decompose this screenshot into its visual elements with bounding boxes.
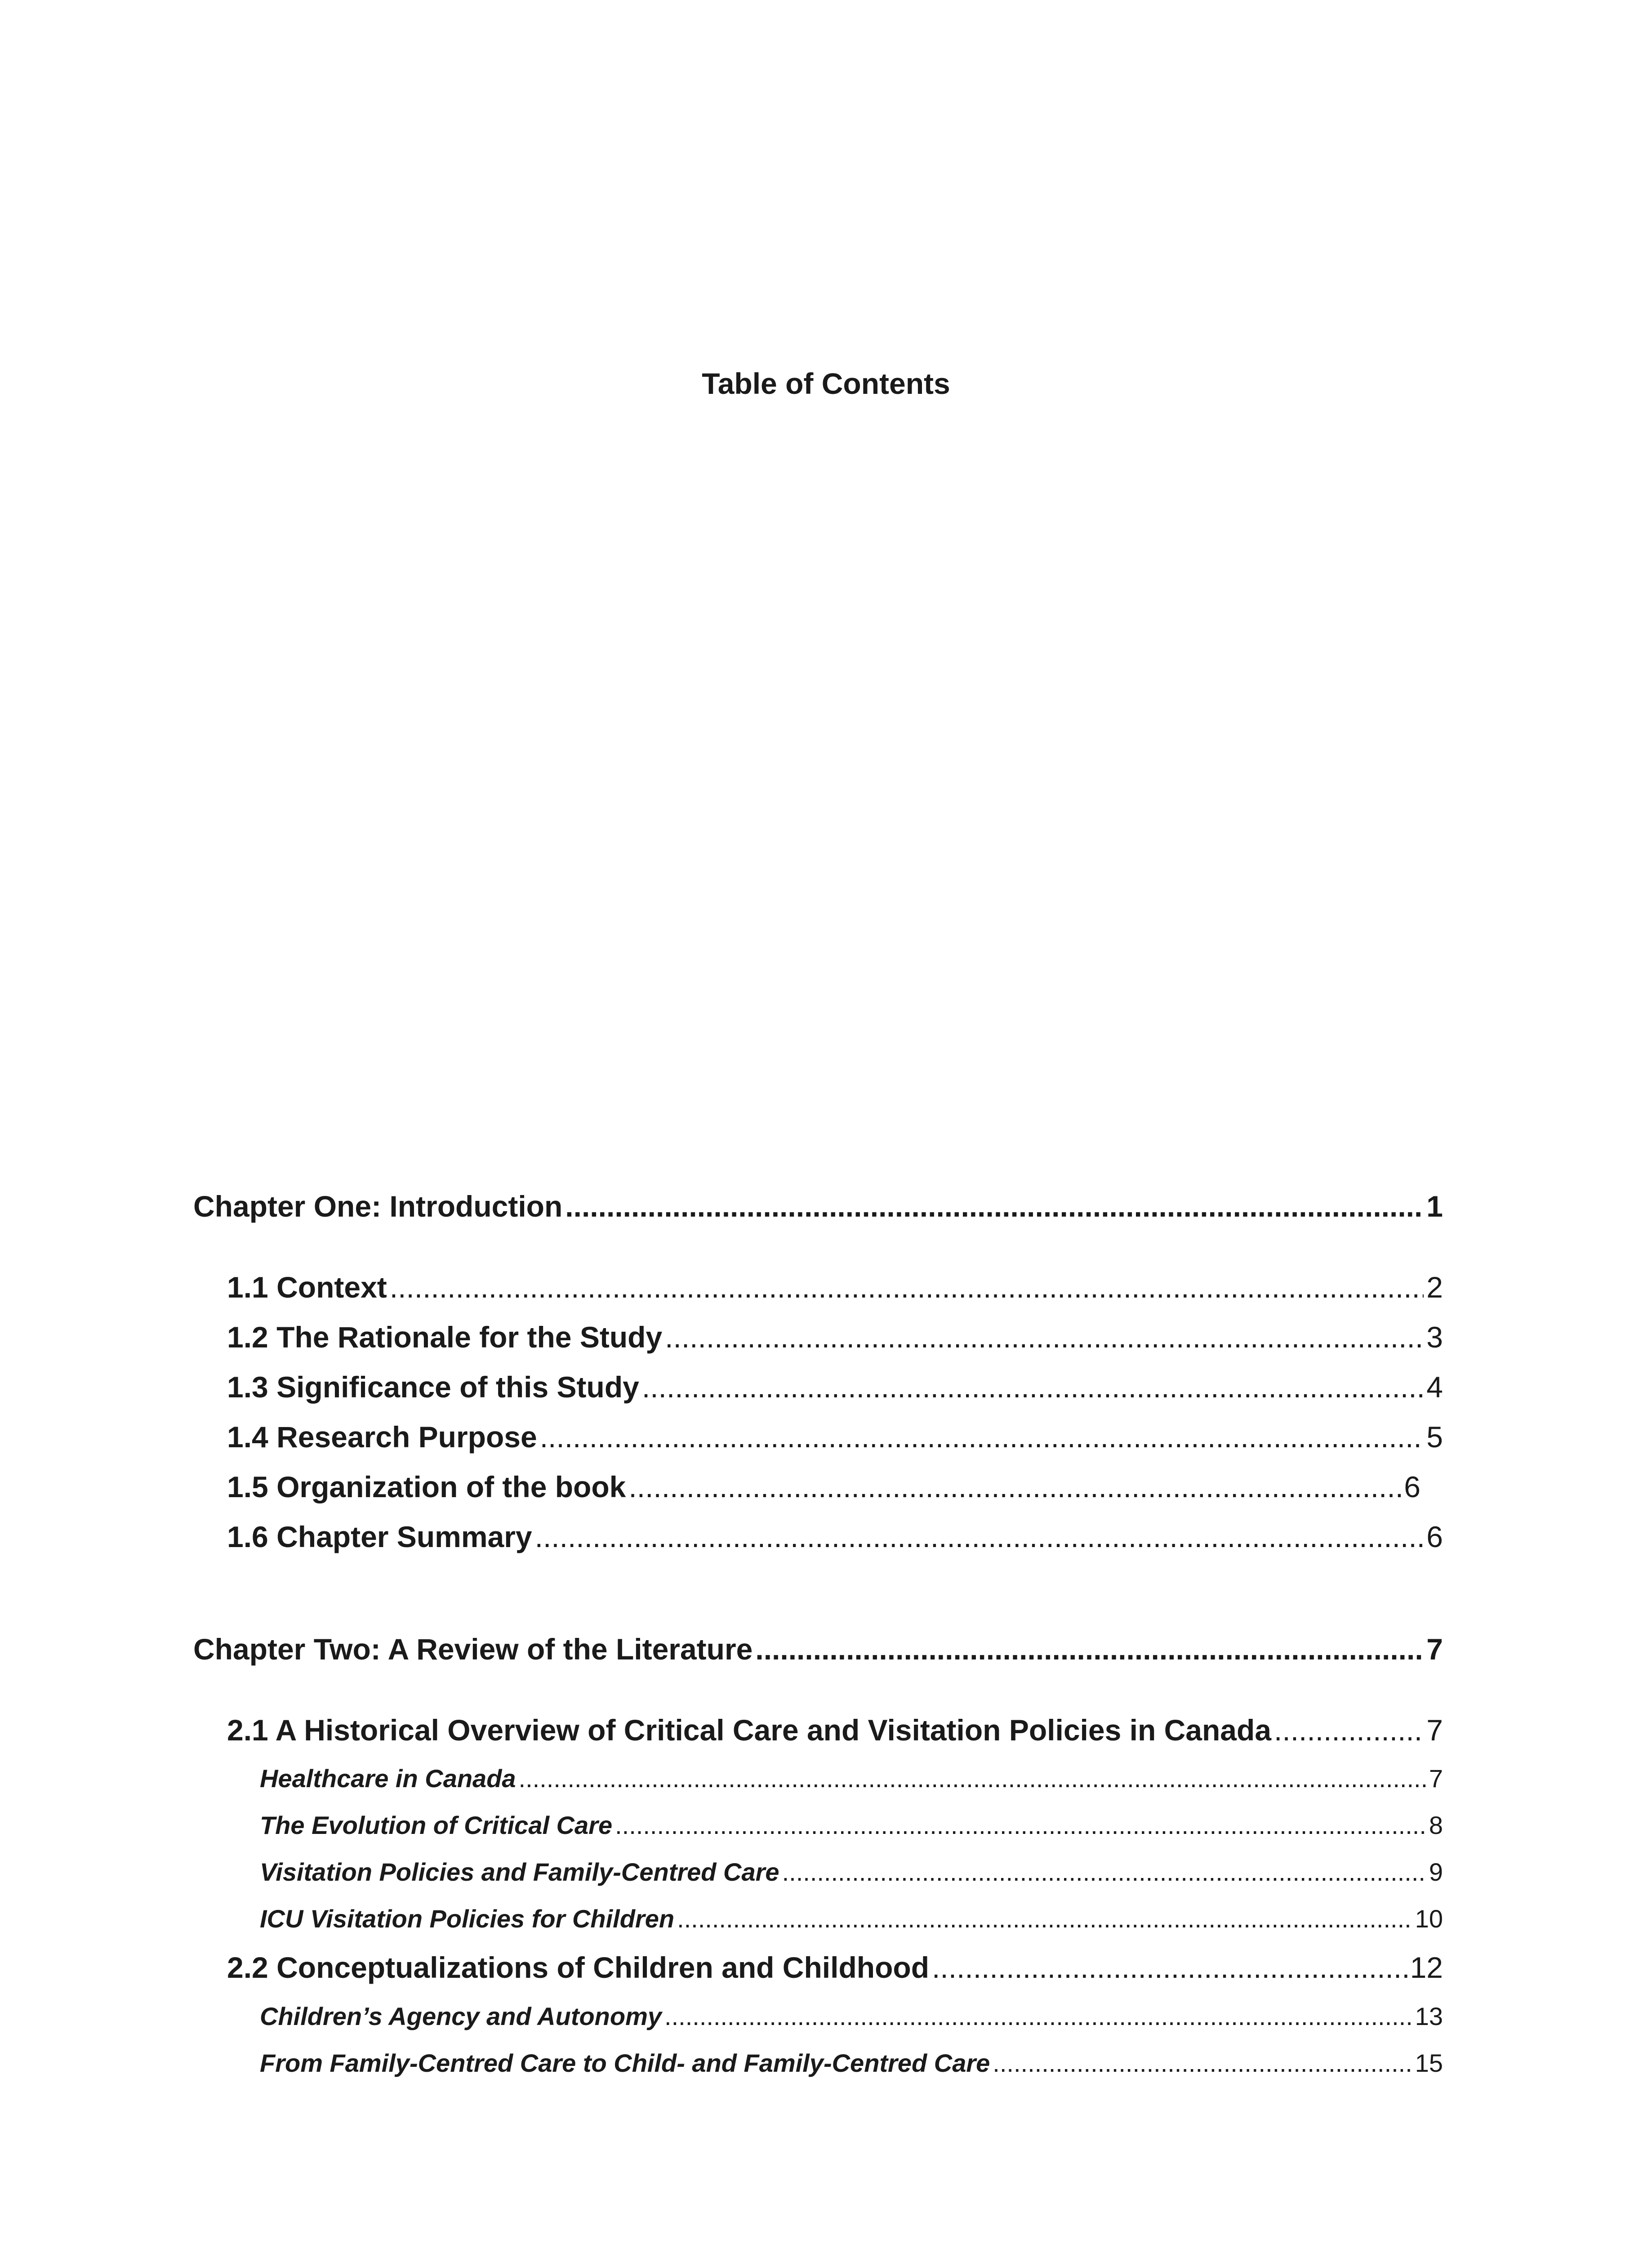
toc-entry-1-6[interactable]: [227, 1520, 1443, 1560]
toc-entry-icu-visitation-children[interactable]: [260, 1904, 1443, 1945]
dot-leader: [755, 1632, 1424, 1666]
toc-entry-2-1[interactable]: [227, 1713, 1443, 1753]
toc-entry-1-2[interactable]: [227, 1320, 1443, 1360]
toc-entry-visitation-policies[interactable]: [260, 1857, 1443, 1898]
toc-entry-text: Healthcare in Canada: [260, 1764, 516, 1793]
toc-entry-family-centred-care[interactable]: [260, 2048, 1443, 2089]
toc-entry-evolution-of-critical-care[interactable]: [260, 1811, 1443, 1851]
toc-entry-1-4[interactable]: [227, 1420, 1443, 1460]
dot-leader: [782, 1857, 1426, 1887]
dot-leader: [615, 1811, 1426, 1840]
toc-page-number: 7: [1429, 1764, 1443, 1793]
toc-page-number: 3: [1426, 1320, 1443, 1354]
dot-leader: [642, 1370, 1424, 1404]
toc-entry-1-1[interactable]: [227, 1270, 1443, 1311]
dot-leader: [932, 1950, 1407, 1985]
toc-page-number: 9: [1429, 1858, 1443, 1886]
toc-entry-text: Children’s Agency and Autonomy: [260, 2002, 662, 2030]
toc-entry-healthcare-in-canada[interactable]: [260, 1764, 1443, 1804]
toc-entry-chapter-two[interactable]: [193, 1632, 1443, 1673]
dot-leader: [535, 1520, 1424, 1554]
dot-leader: [993, 2048, 1412, 2078]
toc-page-number: 7: [1426, 1713, 1443, 1747]
toc-page-number: 8: [1429, 1811, 1443, 1839]
toc-page-number: 15: [1415, 2049, 1443, 2077]
toc-entry-text: Visitation Policies and Family-Centred Care: [260, 1858, 779, 1886]
toc-entry-text: 1.4 Research Purpose: [227, 1420, 537, 1454]
toc-page-number: 12: [1410, 1951, 1443, 1984]
toc-entry-1-3[interactable]: [227, 1370, 1443, 1410]
toc-page-number: 1: [1426, 1190, 1443, 1223]
toc-entry-1-5[interactable]: [227, 1470, 1420, 1510]
toc-page-number: 10: [1415, 1905, 1443, 1933]
toc-title: Table of Contents: [702, 367, 950, 400]
toc-entry-text: 1.2 The Rationale for the Study: [227, 1320, 663, 1354]
toc-page-number: 6: [1404, 1470, 1420, 1503]
toc-entry-childrens-agency[interactable]: [260, 2002, 1443, 2042]
toc-page-number: 13: [1415, 2002, 1443, 2030]
toc-entry-text: Chapter Two: A Review of the Literature: [193, 1632, 753, 1666]
dot-leader: [664, 2002, 1412, 2031]
toc-entry-text: 1.3 Significance of this Study: [227, 1370, 639, 1404]
dot-leader: [628, 1470, 1401, 1504]
dot-leader: [677, 1904, 1412, 1933]
toc-entry-text: ICU Visitation Policies for Children: [260, 1905, 675, 1933]
toc-entry-text: The Evolution of Critical Care: [260, 1811, 613, 1839]
toc-page-number: 7: [1426, 1632, 1443, 1666]
dot-leader: [565, 1189, 1424, 1223]
toc-entry-text: 2.1 A Historical Overview of Critical Care and Visitation Policies in Canada: [227, 1713, 1272, 1747]
toc-entry-text: From Family-Centred Care to Child- and Family-Centred Care: [260, 2049, 990, 2077]
toc-page-number: 2: [1426, 1271, 1443, 1304]
toc-entry-text: Chapter One: Introduction: [193, 1190, 563, 1223]
toc-entry-text: 1.1 Context: [227, 1271, 387, 1304]
dot-leader: [1274, 1713, 1424, 1747]
toc-entry-chapter-one[interactable]: [193, 1189, 1443, 1230]
toc-entry-text: 1.6 Chapter Summary: [227, 1520, 532, 1553]
dot-leader: [540, 1420, 1424, 1454]
dot-leader: [390, 1270, 1424, 1304]
dot-leader: [665, 1320, 1424, 1354]
toc-page-number: 4: [1426, 1370, 1443, 1404]
toc-entry-text: 2.2 Conceptualizations of Children and Childhood: [227, 1951, 930, 1984]
toc-entry-text: 1.5 Organization of the book: [227, 1470, 626, 1503]
toc-page-number: 6: [1426, 1520, 1443, 1553]
toc-entry-2-2[interactable]: [227, 1950, 1443, 1991]
toc-page-number: 5: [1426, 1420, 1443, 1454]
dot-leader: [519, 1764, 1426, 1793]
